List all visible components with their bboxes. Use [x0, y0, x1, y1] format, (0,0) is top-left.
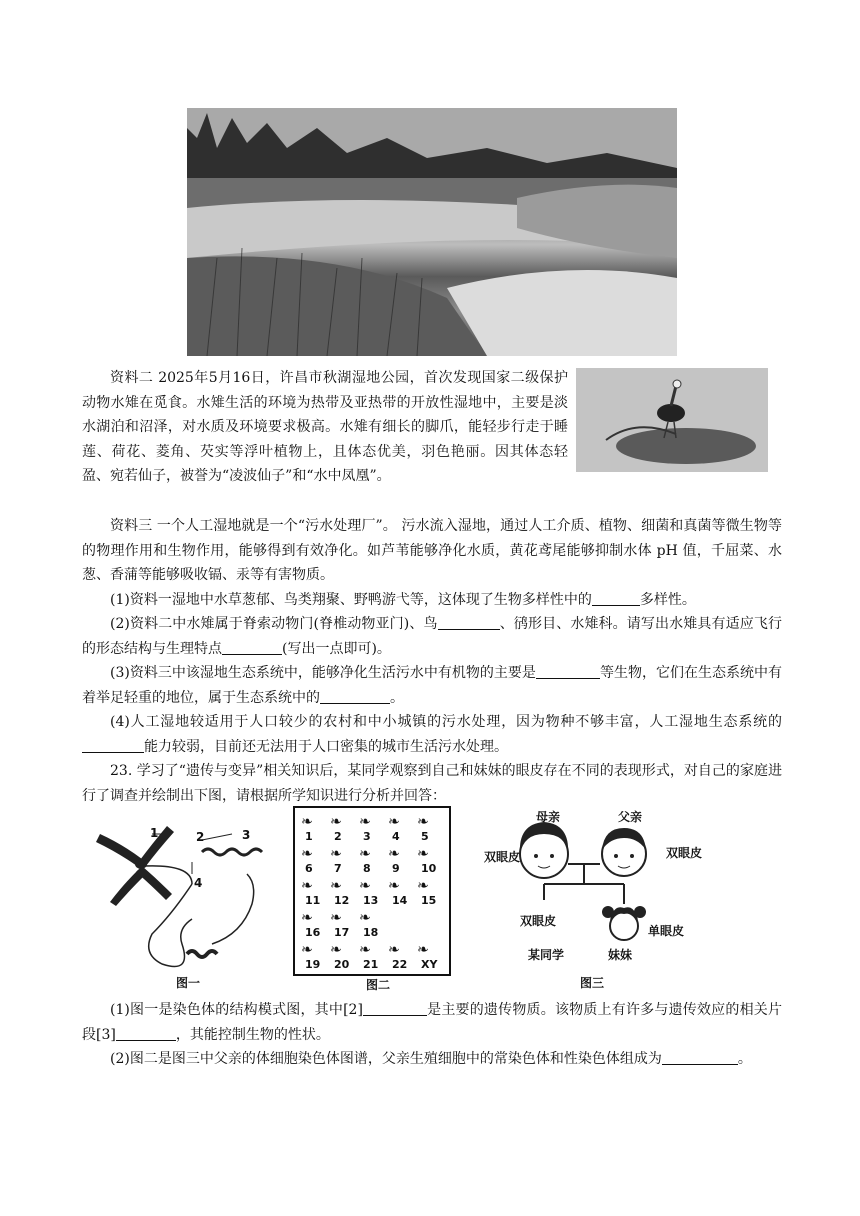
answer-blank[interactable]: [363, 1001, 427, 1016]
figure-three-label: 图三: [580, 976, 605, 990]
chromosome-number: 4: [392, 830, 400, 843]
q23-intro: 23. 学习了“遗传与变异”相关知识后，某同学观察到自己和妹妹的眼皮存在不同的表现形式，对自己的家庭进行了调查并绘制出下图，请根据所学知识进行分析并回答：: [82, 763, 782, 804]
answer-blank[interactable]: [662, 1050, 738, 1065]
chromosome-pair-glyph: ❧: [330, 910, 342, 926]
fig1-number-3: 3: [242, 828, 251, 842]
chromosome-number: 20: [334, 958, 350, 971]
sister-trait: 单眼皮: [648, 924, 685, 938]
chromosome-number: 13: [363, 894, 379, 907]
chromosome-pair-glyph: ❧: [388, 942, 400, 958]
chromosome-number: XY: [421, 958, 438, 971]
water-pheasant-photo: [576, 368, 768, 472]
q22-part4: (4)人工湿地较适用于人口较少的农村和中小城镇的污水处理，因为物种不够丰富，人工湿地生态系统的能力较弱，目前还无法用于人口密集的城市生活污水处理。: [82, 710, 782, 759]
mother-trait: 双眼皮: [484, 850, 521, 864]
chromosome-pair-glyph: ❧: [417, 846, 429, 862]
chromosome-number: 14: [392, 894, 408, 907]
figure-two-karyotype: [293, 806, 451, 976]
chromosome-pair-glyph: ❧: [330, 878, 342, 894]
chromosome-number: 10: [421, 862, 437, 875]
chromosome-number: 7: [334, 862, 342, 875]
chromosome-pair-glyph: ❧: [359, 814, 371, 830]
mother-label: 母亲: [536, 810, 561, 824]
chromosome-number: 16: [305, 926, 321, 939]
chromosome-pair-glyph: ❧: [330, 814, 342, 830]
chromosome-number: 12: [334, 894, 350, 907]
chromosome-pair-glyph: ❧: [388, 846, 400, 862]
fig1-number-4: 4: [194, 876, 203, 890]
chromosome-pair-glyph: ❧: [417, 814, 429, 830]
answer-blank[interactable]: [438, 615, 500, 630]
chromosome-pair-glyph: ❧: [388, 814, 400, 830]
q22-part3: (3)资料三中该湿地生态系统中，能够净化生活污水中有机物的主要是 等生物，它们在生态系统中有着举足轻重的地位，属于生态系统中的 。: [82, 665, 782, 706]
chromosome-number: 8: [363, 862, 371, 875]
chromosome-number: 17: [334, 926, 350, 939]
chromosome-pair-glyph: ❧: [359, 942, 371, 958]
chromosome-pair-glyph: ❧: [301, 910, 313, 926]
chromosome-number: 15: [421, 894, 437, 907]
chromosome-number: 22: [392, 958, 408, 971]
chromosome-number: 2: [334, 830, 342, 843]
answer-blank[interactable]: [116, 1026, 176, 1041]
chromosome-number: 6: [305, 862, 313, 875]
chromosome-pair-glyph: ❧: [301, 846, 313, 862]
father-label: 父亲: [618, 810, 643, 824]
answer-blank[interactable]: [320, 689, 390, 704]
chromosome-pair-glyph: ❧: [388, 878, 400, 894]
figure-three-family: [484, 804, 718, 996]
answer-blank[interactable]: [592, 591, 640, 606]
chromosome-pair-glyph: ❧: [359, 910, 371, 926]
chromosome-number: 18: [363, 926, 379, 939]
sister-label: 妹妹: [608, 948, 633, 962]
chromosome-number: 11: [305, 894, 321, 907]
q23-part2: (2)图二是图三中父亲的体细胞染色体图谱，父亲生殖细胞中的常染色体和性染色体组成为 。: [110, 1051, 752, 1067]
fig1-number-2: 2: [196, 830, 205, 844]
wetland-photo: [187, 108, 677, 356]
father-trait: 双眼皮: [666, 846, 703, 860]
chromosome-number: 19: [305, 958, 321, 971]
chromosome-number: 3: [363, 830, 371, 843]
chromosome-number: 9: [392, 862, 400, 875]
chromosome-pair-glyph: ❧: [359, 846, 371, 862]
chromosome-pair-glyph: ❧: [301, 942, 313, 958]
chromosome-pair-glyph: ❧: [417, 878, 429, 894]
figure-two-label: 图二: [366, 978, 391, 992]
figure-one-chromosome: [82, 804, 287, 996]
answer-blank[interactable]: [536, 664, 600, 679]
chromosome-pair-glyph: ❧: [301, 814, 313, 830]
q22-part1: (1)资料一湿地中水草葱郁、鸟类翔聚、野鸭游弋等，这体现了生物多样性中的 多样性。: [110, 592, 696, 608]
chromosome-pair-glyph: ❧: [330, 846, 342, 862]
fig1-number-1: 1: [150, 826, 159, 840]
chromosome-pair-glyph: ❧: [330, 942, 342, 958]
answer-blank[interactable]: [82, 738, 144, 753]
q23-part1: (1)图一是染色体的结构模式图，其中[2] 是主要的遗传物质。该物质上有许多与遗传效应的相关片段[3] ，其能控制生物的性状。: [82, 1002, 782, 1043]
chromosome-pair-glyph: ❧: [417, 942, 429, 958]
material-two-text: 资料二 2025年5月16日，许昌市秋湖湿地公园，首次发现国家二级保护动物水雉在觅食。水雉生活的环境为热带及亚热带的开放性湿地中，主要是淡水湖泊和沼泽，对水质及环境要求极高。水雉有细长的脚爪，能轻步行走于睡莲、荷花、菱角、芡实等浮叶植物上，且体态优美，羽色艳丽。因其体态轻盈、宛若仙子，被誉为“凌波仙子”和“水中凤凰”。: [82, 370, 568, 484]
chromosome-pair-glyph: ❧: [359, 878, 371, 894]
answer-blank[interactable]: [222, 640, 282, 655]
student-label: 某同学: [528, 948, 565, 962]
chromosome-pair-glyph: ❧: [301, 878, 313, 894]
material-three-text: 资料三 一个人工湿地就是一个“污水处理厂”。 污水流入湿地，通过人工介质、植物、细菌和真菌等微生物等的物理作用和生物作用，能够得到有效净化。如芦苇能够净化水质，黄花鸢尾能够抑制水体 pH 值，千屈菜、水葱、香蒲等能够吸收镉、汞等有害物质。: [82, 518, 782, 583]
chromosome-number: 5: [421, 830, 429, 843]
q22-part2: (2)资料二中水雉属于脊索动物门(脊椎动物亚门)、鸟 、鸻形目、水雉科。请写出水雉具有适应飞行的形态结构与生理特点 (写出一点即可)。: [82, 616, 782, 657]
chromosome-number: 1: [305, 830, 313, 843]
chromosome-number: 21: [363, 958, 379, 971]
student-trait: 双眼皮: [520, 914, 557, 928]
figure-one-label: 图一: [176, 976, 201, 990]
